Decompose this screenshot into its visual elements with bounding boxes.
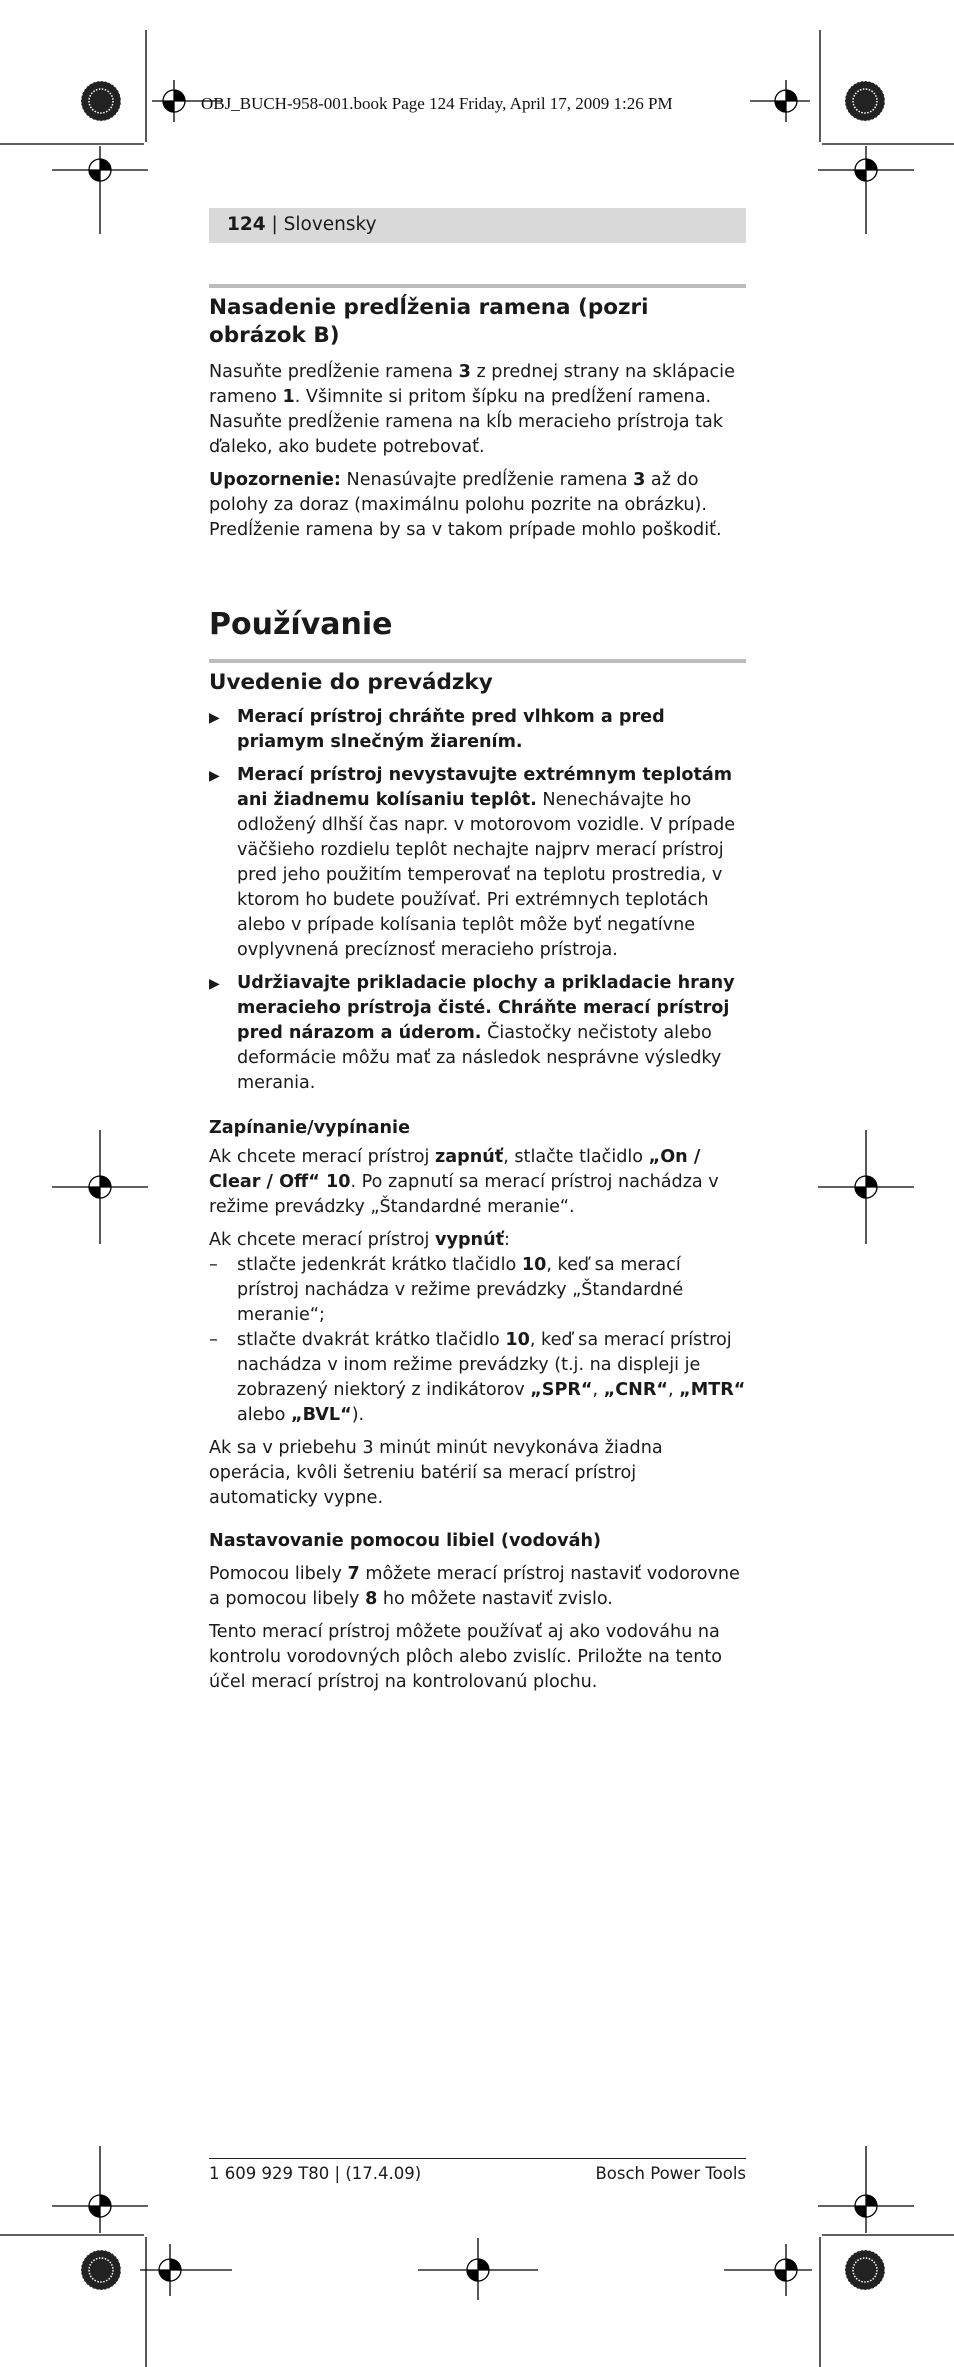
chapter-title: Používanie <box>209 607 393 642</box>
page-header-text <box>227 214 377 235</box>
footer-rule <box>209 2158 746 2159</box>
bullet-triangle-icon: ▶ <box>209 768 220 784</box>
paragraph-switch-on: Ak chcete merací prístroj zapnúť, stlačte tlačidlo „On / Clear / Off“ 10. Po zapnutí sa merací prístroj nachádza v režime prevádzky „Štandardné meranie“. <box>209 1147 719 1217</box>
paragraph-extension-1: Nasuňte predĺženie ramena 3 z prednej strany na sklápacie rameno 1. Všimnite si pritom šípku na predĺžení ramena. Nasuňte predĺženie ramena na kĺb meracieho prístroja tak ďaleko, ako budete potrebovať. <box>209 362 735 457</box>
dash-item: – stlačte dvakrát krátko tlačidlo 10, keď sa merací prístroj nachádza v inom režime prevádzky (t.j. na displeji je zobrazený niektorý z indikátorov „SPR“, „CNR“, „MTR“ alebo „BVL“). <box>209 1330 746 1425</box>
paragraph-levels-2: Tento merací prístroj môžete používať aj ako vodováhu na kontrolu vorodovných plôch alebo zvislíc. Priložte na tento účel merací prístroj na kontrolovanú plochu. <box>209 1622 723 1692</box>
page-header-bar <box>209 208 746 243</box>
paragraph-switch-off: Ak chcete merací prístroj vypnúť: <box>209 1230 510 1250</box>
footer-doc-number: 1 609 929 T80 | (17.4.09) <box>209 2164 422 2183</box>
safety-bullet: ▶ Merací prístroj chráňte pred vlhkom a pred priamym slnečným žiarením. <box>209 705 746 755</box>
page-header-separator: | <box>265 214 284 235</box>
section-heading-extension: Nasadenie predĺženia ramena (pozri obrázok B) <box>209 295 649 348</box>
page-language: Slovensky <box>283 214 377 235</box>
page-content <box>209 284 746 1703</box>
paragraph-auto-off: Ak sa v priebehu 3 minút minút nevykonáva žiadna operácia, kvôli šetreniu batérií sa merací prístroj automaticky vypne. <box>209 1438 663 1508</box>
footer-brand: Bosch Power Tools <box>595 2164 746 2183</box>
safety-bullet: ▶ Udržiavajte prikladacie plochy a prikladacie hrany meracieho prístroja čisté. Chráňte merací prístroj pred nárazom a úderom. Čiastočky nečistoty alebo deformácie môžu mať za následok nesprávne výsledky merania. <box>209 971 746 1096</box>
dash-item: – stlačte jedenkrát krátko tlačidlo 10, keď sa merací prístroj nachádza v režime prevádzky „Štandardné meranie“; <box>209 1255 684 1325</box>
safety-bullet: ▶ Merací prístroj nevystavujte extrémnym teplotám ani žiadnemu kolísaniu teplôt. Nenechávajte ho odložený dlhší čas napr. v motorovom vozidle. V prípade väčšieho rozdielu teplôt nechajte najprv merací prístroj pred jeho použitím temperovať na teplotu prostredia, v ktorom ho budete používať. Pri extrémnych teplotách alebo v prípade kolísania teplôt môže byť negatívne ovplyvnená precíznosť meracieho prístroja. <box>209 763 746 963</box>
bullet-triangle-icon: ▶ <box>209 710 220 726</box>
page-number: 124 <box>227 214 266 235</box>
subheading-on-off: Zapínanie/vypínanie <box>209 1118 411 1138</box>
subheading-levels: Nastavovanie pomocou libiel (vodováh) <box>209 1531 602 1551</box>
paragraph-levels-1: Pomocou libely 7 môžete merací prístroj nastaviť vodorovne a pomocou libely 8 ho môžete nastaviť zvislo. <box>209 1564 740 1609</box>
section-rule <box>209 284 746 288</box>
section-rule <box>209 659 746 663</box>
paragraph-extension-note: Upozornenie: Nenasúvajte predĺženie ramena 3 až do polohy za doraz (maximálnu polohu pozrite na obrázku). Predĺženie ramena by sa v takom prípade mohlo poškodiť. <box>209 470 722 540</box>
section-heading-startup: Uvedenie do prevádzky <box>209 670 493 695</box>
bullet-triangle-icon: ▶ <box>209 976 220 992</box>
print-header: OBJ_BUCH-958-001.book Page 124 Friday, April 17, 2009 1:26 PM <box>201 94 673 113</box>
